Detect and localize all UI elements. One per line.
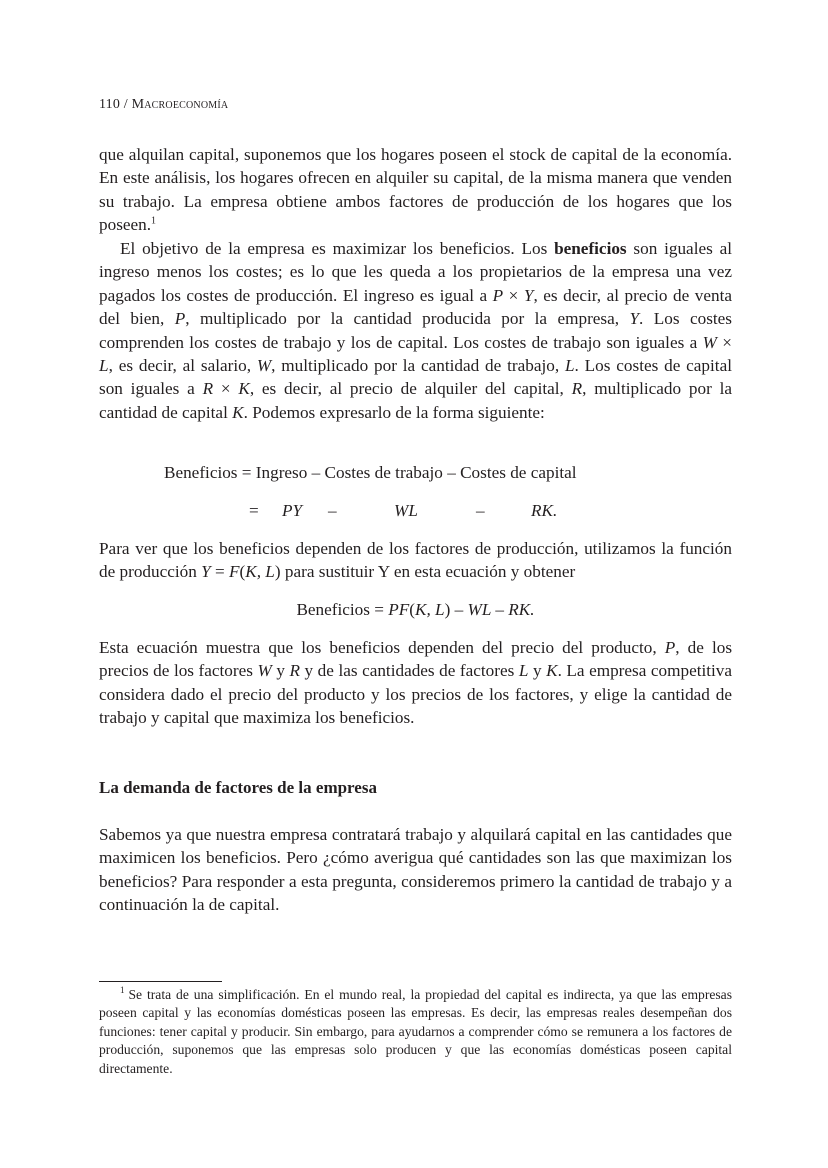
text-run: El objetivo de la empresa es maximizar los beneficios. Los bbox=[120, 239, 555, 258]
text-run: Para ver que los beneficios dependen de los factores de producción, utilizamos la función de producción bbox=[99, 539, 732, 582]
equation-profit-words: Beneficios = Ingreso – Costes de trabajo – Costes de capital bbox=[164, 463, 577, 482]
paragraph-households-capital bbox=[99, 143, 732, 237]
paragraph-profit-definition bbox=[99, 237, 732, 424]
footnote-text: Se trata de una simplificación. En el mundo real, la propiedad del capital es indirecta, ya que las empresas poseen capital y las economías domésticas poseen las empresas. Es decir, las empresas reales desempeñan dos funciones: tener capital y producir. Sin embargo, para ayudarnos a comprender cómo se remunera a los factores de producción, suponemos que las empresas solo producen y que las economías domésticas poseen capital directamente. bbox=[99, 987, 732, 1076]
math-variable: W bbox=[257, 661, 272, 681]
math-variable: F bbox=[229, 562, 240, 582]
math-variable: L bbox=[564, 356, 575, 376]
equation-profit-symbols bbox=[99, 499, 732, 522]
text-run: , de los precios de los factores bbox=[99, 638, 733, 681]
text-run: , multiplicado por la cantidad producida por la empresa, bbox=[185, 309, 630, 329]
eq-lhs: Beneficios = bbox=[296, 600, 389, 619]
eq-minus-sign: – bbox=[328, 501, 337, 520]
footnote bbox=[99, 986, 732, 1078]
math-variable: R bbox=[571, 379, 583, 399]
section-heading: La demanda de factores de la empresa bbox=[99, 778, 377, 797]
text-run: y bbox=[271, 661, 290, 681]
text-run: , es decir, al precio de venta del bien, bbox=[99, 285, 732, 329]
math-variable: K bbox=[238, 379, 250, 399]
math-variable: K, L bbox=[245, 562, 275, 582]
math-variable: K bbox=[546, 661, 558, 681]
text-run: Esta ecuación muestra que los beneficios dependen del precio del producto, bbox=[99, 638, 665, 657]
math-variable: Y bbox=[201, 562, 211, 582]
text-run: , multiplicado por la cantidad de trabajo, bbox=[271, 356, 565, 376]
eq-open-paren: ( bbox=[409, 600, 415, 619]
book-title: Macroeconomía bbox=[131, 97, 229, 112]
eq-term-wl: WL bbox=[394, 501, 418, 520]
text-run: . La empresa competitiva considera dado el precio del producto y los precios de los factores, y elige la cantidad de trabajo y capital que maximiza los beneficios. bbox=[99, 661, 733, 728]
eq-close-paren: ) bbox=[444, 600, 451, 619]
text-run: = bbox=[210, 562, 229, 582]
math-variable: L bbox=[518, 661, 529, 681]
text-run: . Los costes de capital son iguales a bbox=[99, 356, 732, 399]
text-run: ( bbox=[239, 562, 246, 582]
eq-term-rk: RK. bbox=[531, 501, 558, 520]
math-variable: L bbox=[99, 356, 109, 376]
text-run: . Podemos expresarlo de la forma siguiente: bbox=[243, 402, 545, 422]
math-variable: W bbox=[256, 356, 272, 376]
math-variable: W bbox=[702, 332, 717, 352]
running-head-separator: / bbox=[120, 97, 132, 112]
math-variable: Y bbox=[523, 285, 534, 305]
text-run: × bbox=[716, 332, 732, 352]
bold-term: beneficios bbox=[554, 239, 627, 258]
math-variable: K bbox=[232, 402, 244, 422]
footnote-number: 1 bbox=[120, 985, 125, 996]
eq-args: K, L bbox=[414, 600, 445, 619]
eq-term-py: PY bbox=[282, 501, 303, 520]
text-run: , es decir, al precio de alquiler del capital, bbox=[249, 379, 572, 399]
text-run: y bbox=[528, 661, 547, 681]
footnote-divider bbox=[99, 981, 222, 982]
paragraph-text: que alquilan capital, suponemos que los hogares poseen el stock de capital de la economía. En este análisis, los hogares ofrecen en alquiler su capital, de la misma manera que venden su trabajo. La empresa obtiene ambos factores de producción de los hogares que los poseen. bbox=[99, 145, 732, 235]
footnote-reference[interactable]: 1 bbox=[151, 215, 157, 227]
eq-pf: PF bbox=[388, 600, 410, 619]
text-run: . Los costes comprenden los costes de trabajo y los de capital. Los costes de trabajo son iguales a bbox=[99, 309, 732, 352]
text-run: ) para sustituir Y en esta ecuación y obtener bbox=[274, 562, 576, 582]
page-number: 110 bbox=[99, 97, 121, 112]
eq-minus-sign: – bbox=[476, 501, 485, 520]
math-variable: P bbox=[174, 309, 186, 329]
text-run: , es decir, al salario, bbox=[108, 356, 257, 376]
text-run: × bbox=[213, 379, 239, 399]
math-variable: P bbox=[664, 638, 676, 657]
paragraph-production-function bbox=[99, 537, 732, 584]
eq-rest: – WL – RK. bbox=[450, 600, 535, 619]
text-run: × bbox=[503, 285, 524, 305]
math-variable: Y bbox=[629, 309, 640, 329]
paragraph-factor-demand-intro: Sabemos ya que nuestra empresa contratará trabajo y alquilará capital en las cantidades que maximicen los beneficios. Pero ¿cómo averigua qué cantidades son las que maximizan los beneficios? Para responder a esta pregunta, consideremos primero la cantidad de trabajo y a continuación la de capital. bbox=[99, 825, 732, 915]
running-head bbox=[99, 97, 228, 113]
math-variable: R bbox=[202, 379, 214, 399]
equation-profit-function bbox=[99, 598, 732, 621]
text-run: son iguales al ingreso menos los costes; es lo que les queda a los propietarios de la empresa una vez pagados los costes de producción. El ingreso es igual a bbox=[99, 239, 732, 305]
math-variable: P bbox=[492, 285, 504, 305]
paragraph-profit-dependence bbox=[99, 636, 732, 730]
eq-equals-sign: = bbox=[249, 501, 259, 520]
text-run: , multiplicado por la cantidad de capital bbox=[99, 379, 732, 422]
text-run: y de las cantidades de factores bbox=[300, 661, 519, 681]
math-variable: R bbox=[289, 661, 300, 681]
